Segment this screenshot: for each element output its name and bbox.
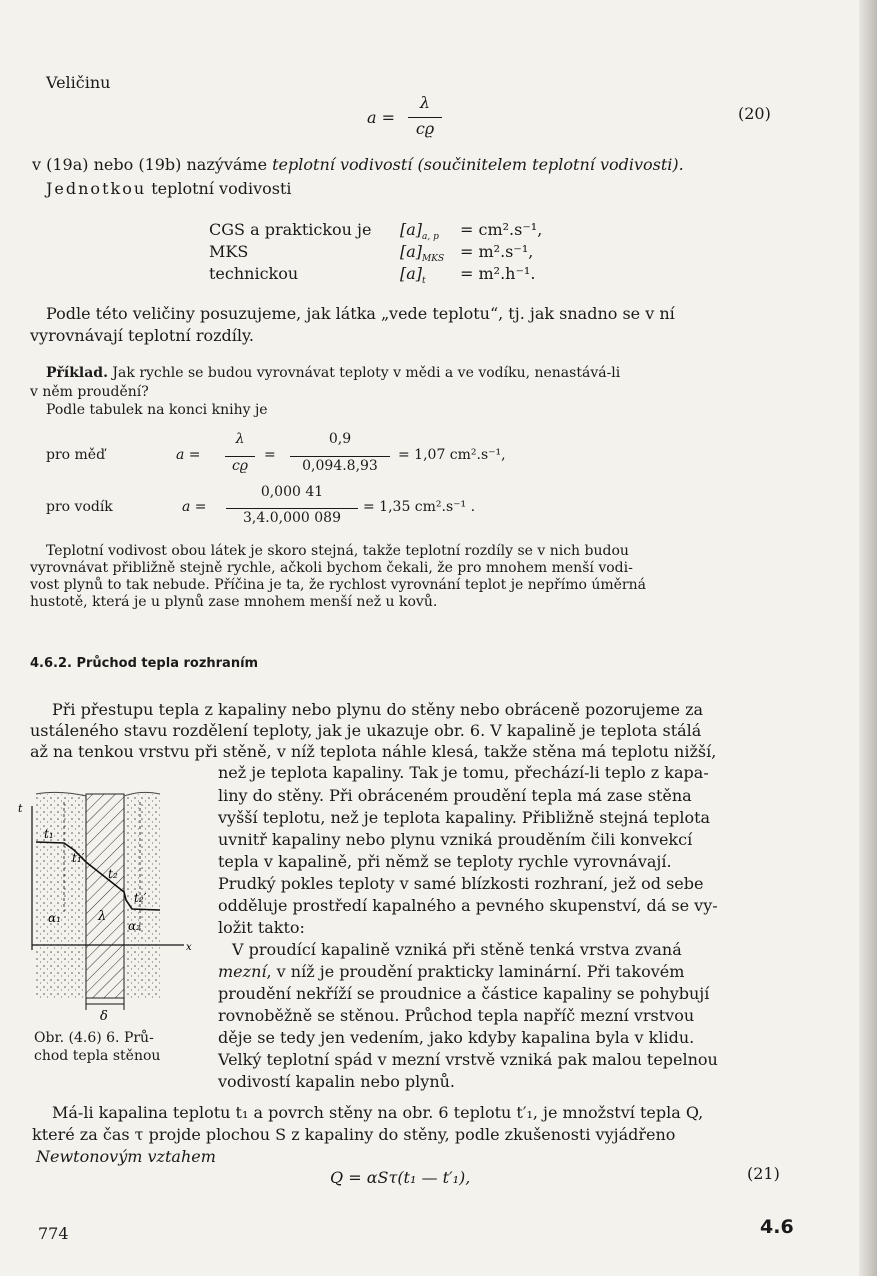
unit-intro-line: Jednotkou teplotní vodivosti — [46, 179, 292, 198]
intro-word: Veličinu — [46, 73, 111, 92]
wrap-line-5: tepla v kapalině, při němž se teploty rychle vyrovnávají. — [218, 852, 672, 871]
fig-label-delta: δ — [100, 1009, 108, 1024]
hydrogen-num: 0,000 41 — [260, 484, 324, 500]
mali-line-2: které za čas τ projde plochou S z kapaliny do stěny, podle zkušenosti vyjádřeno — [32, 1125, 676, 1144]
example-line-2: v něm proudění? — [30, 384, 149, 400]
hydrogen-result: = 1,35 cm².s⁻¹ . — [363, 499, 476, 515]
copper-den1: cϱ — [231, 458, 249, 474]
eq20-num: λ — [419, 93, 431, 112]
hydrogen-den: 3,4.0,000 089 — [243, 510, 341, 526]
wall-region — [86, 794, 124, 998]
wrap-line-4: uvnitř kapaliny nebo plynu vzniká prouděním čili konvekcí — [218, 830, 693, 849]
podle-line-2: vyrovnávají teplotní rozdíly. — [30, 326, 254, 345]
teplotni-line-4: hustotě, která je u plynů zase mnohem menší než u kovů. — [30, 594, 438, 610]
page-edge — [859, 0, 877, 1276]
mali-line-1: Má-li kapalina teplotu t₁ a povrch stěny na obr. 6 teplotu t′₁, je množství tepla Q, — [52, 1103, 704, 1122]
section-heading: 4.6.2. Průchod tepla rozhraním — [30, 656, 259, 671]
unit-label-mks: MKS — [209, 242, 249, 261]
eq21-number: (21) — [747, 1164, 780, 1183]
copper-num1: λ — [235, 431, 245, 447]
wrap-line-1: než je teplota kapaliny. Tak je tomu, přechází-li teplo z kapa- — [218, 763, 709, 782]
copper-result: = 1,07 cm².s⁻¹, — [398, 447, 506, 463]
wrap-line-3: vyšší teplotu, než je teplota kapaliny. Přibližně stejná teplota — [218, 808, 711, 827]
unit-symbol-tech: $[a]_t$ — [400, 264, 426, 287]
example-line-1: Příklad. Jak rychle se budou vyrovnávat teploty v mědi a ve vodíku, nenastává-li — [46, 365, 621, 381]
hydrogen-lhs: a = — [182, 499, 207, 515]
copper-den2: 0,094.8,93 — [302, 458, 378, 474]
definition-line: v (19a) nebo (19b) nazýváme teplotní vodivostí (součinitelem teplotní vodivosti). — [32, 155, 684, 174]
fig-label-t1p: t₁′ — [72, 851, 85, 865]
mezni-line-1: V proudící kapalině vzniká při stěně tenká vrstva zvaná — [232, 940, 682, 959]
fig-label-alpha2: α₂ — [128, 919, 141, 933]
figure-caption-2: chod tepla stěnou — [34, 1048, 161, 1064]
fig-label-x: x — [186, 942, 192, 953]
copper-label: pro měď — [46, 447, 106, 463]
eq20-den: cϱ — [415, 119, 435, 138]
mezni-line-6: Velký teplotní spád v mezní vrstvě vzniká pak malou tepelnou — [218, 1050, 718, 1069]
mezni-line-3: proudění nekříží se proudnice a částice kapaliny se pohybují — [218, 984, 710, 1003]
wrap-line-8: ložit takto: — [218, 918, 305, 937]
copper-bar2 — [290, 456, 390, 457]
mezni-line-7: vodivostí kapalin nebo plynů. — [218, 1072, 456, 1091]
teplotni-line-3: vost plynů to tak nebude. Příčina je ta, že rychlost vyrovnání teplot je nepřímo úměrná — [30, 577, 646, 593]
eq20-lhs: a = — [367, 108, 396, 127]
unit-label-tech: technickou — [209, 264, 299, 283]
copper-lhs: a = — [176, 447, 201, 463]
eq20-bar — [408, 117, 442, 118]
unit-value-cgs: = cm².s⁻¹, — [460, 220, 543, 239]
eq21-expr: Q = αSτ(t₁ — t′₁), — [330, 1168, 471, 1187]
figure-caption-1: Obr. (4.6) 6. Prů- — [34, 1030, 154, 1046]
section-marker: 4.6 — [760, 1216, 794, 1238]
mezni-line-2: mezní, v níž je proudění prakticky laminární. Při takovém — [218, 962, 685, 981]
fig-label-lambda: λ — [98, 909, 107, 924]
unit-label-cgs: CGS a praktickou je — [209, 220, 372, 239]
unit-symbol-mks: $[a]_{MKS}$ — [400, 242, 445, 265]
full-line-1: Při přestupu tepla z kapaliny nebo plynu do stěny nebo obráceně pozorujeme za — [52, 700, 704, 719]
mali-line-3: Newtonovým vztahem — [36, 1147, 216, 1166]
example-line-3: Podle tabulek na konci knihy je — [46, 402, 268, 418]
wrap-line-2: liny do stěny. Při obráceném proudění tepla má zase stěna — [218, 786, 692, 805]
eq20-number: (20) — [738, 104, 771, 123]
fig-label-t2: t₂ — [108, 867, 118, 881]
podle-line-1: Podle této veličiny posuzujeme, jak látka „vede teplotu“, tj. jak snadno se v ní — [46, 304, 675, 323]
teplotni-line-2: vyrovnávat přibližně stejně rychle, ačkoli bychom čekali, že pro mnohem menší vodi- — [30, 560, 633, 576]
wrap-line-6: Prudký pokles teploty v samé blízkosti rozhraní, jež od sebe — [218, 874, 704, 893]
copper-num2: 0,9 — [328, 431, 352, 447]
copper-eq: = — [264, 447, 276, 463]
full-line-3: až na tenkou vrstvu při stěně, v níž teplota náhle klesá, takže stěna má teplotu nižší, — [30, 742, 717, 761]
fluid-left-region — [36, 794, 86, 998]
unit-value-mks: = m².s⁻¹, — [460, 242, 534, 261]
unit-value-tech: = m².h⁻¹. — [460, 264, 536, 283]
full-line-2: ustáleného stavu rozdělení teploty, jak je ukazuje obr. 6. V kapalině je teplota stálá — [30, 721, 702, 740]
mezni-line-4: rovnoběžně se stěnou. Průchod tepla napříč mezní vrstvou — [218, 1006, 695, 1025]
wrap-line-7: odděluje prostředí kapalného a pevného skupenství, dá se vy- — [218, 896, 718, 915]
fig-label-t2p: t₂′ — [134, 891, 147, 905]
fig-label-t: t — [18, 802, 23, 815]
fig-label-alpha1: α₁ — [48, 911, 61, 925]
fig-label-t1: t₁ — [44, 827, 54, 841]
teplotni-line-1: Teplotní vodivost obou látek je skoro stejná, takže teplotní rozdíly se v nich budou — [46, 543, 629, 559]
unit-symbol-cgs: $[a]_{a, p}$ — [400, 220, 439, 243]
hydrogen-label: pro vodík — [46, 499, 113, 515]
wall-heat-figure — [14, 782, 206, 1026]
page-number: 774 — [38, 1224, 69, 1243]
mezni-line-5: děje se tedy jen vedením, jako kdyby kapalina byla v klidu. — [218, 1028, 695, 1047]
hydrogen-bar — [226, 508, 358, 509]
copper-bar1 — [225, 456, 255, 457]
